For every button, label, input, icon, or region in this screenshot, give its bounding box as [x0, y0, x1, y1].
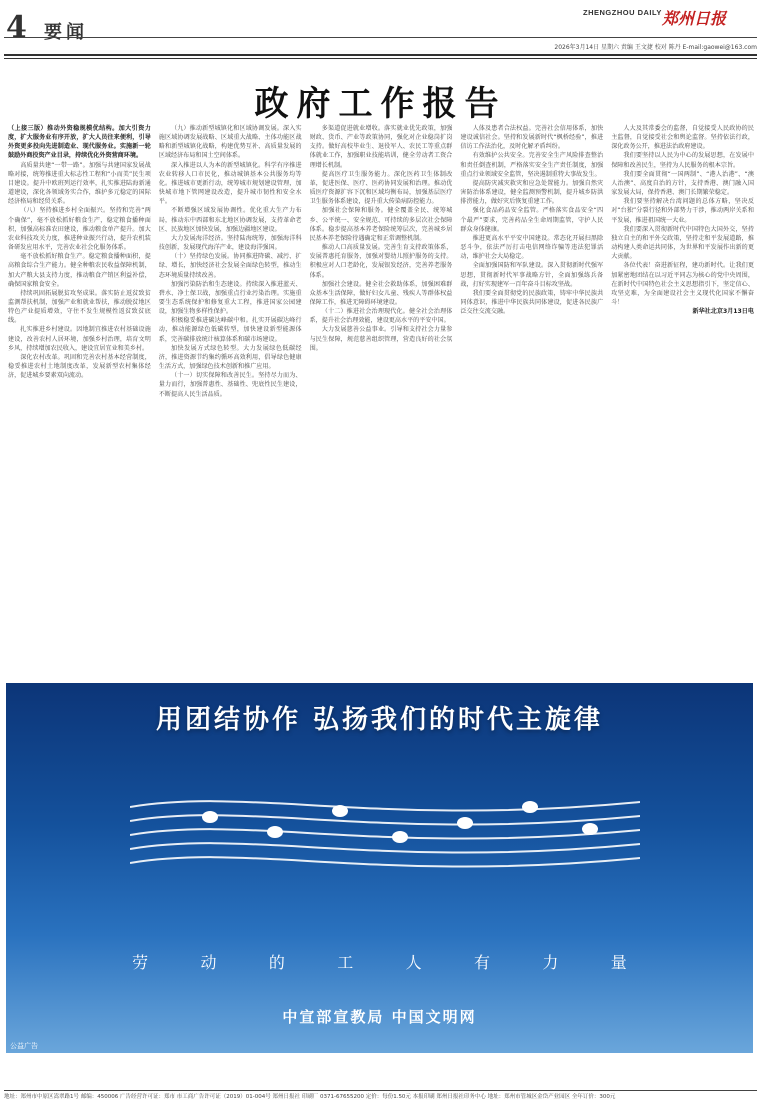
article-paragraph: 人体及患者合法权益。完善社会信用体系，加快建设诚信社会。坚持和发展新时代“枫桥经验”，推进信访工作法治化，及时化解矛盾纠纷。: [460, 125, 604, 151]
article-paragraph: 提高医疗卫生服务能力。深化医药卫生体制改革，促进医保、医疗、医药协同发展和治理。推动优质医疗资源扩容下沉和区域均衡布局，加强基层医疗卫生服务体系建设，提升重大传染病防控能力。: [309, 170, 453, 206]
ad-slogan-letters: [6, 950, 753, 973]
ad-credit: 中宣部宣教局 中国文明网: [282, 1008, 477, 1026]
article-paragraph: 有效维护公共安全。完善安全生产风险排查整治和责任倒查机制，严格落实安全生产责任制度，加强重点行业领域安全监管，坚决遏制重特大事故发生。: [460, 152, 604, 178]
article-headline: 政府工作报告: [254, 84, 507, 124]
article-paragraph: 大力发展海洋经济。坚持陆海统筹，加强海洋科技创新，发展现代海洋产业，建设海洋强国。: [158, 234, 302, 252]
article-paragraph: 多渠道促进就业增收。落实就业优先政策，加强财政、货币、产业等政策协同，强化对企业稳岗扩岗支持。做好高校毕业生、退役军人、农民工等重点群体就业工作，加强职业技能培训，健全劳动者工资合理增长机制。: [309, 125, 453, 169]
slogan-letter: 量: [610, 953, 627, 972]
slogan-letter: 劳: [132, 953, 149, 972]
rule: [4, 58, 757, 59]
ad-headline: 用团结协作 弘扬我们的时代主旋律: [155, 705, 604, 735]
slogan-letter: 动: [200, 953, 217, 972]
article-paragraph: 强化食品药品安全监管。严格落实食品安全“四个最严”要求，完善药品全生命周期监管，守护人民群众身体健康。: [460, 207, 604, 233]
article-column: [611, 124, 754, 676]
article-paragraph: 我们要坚持以人民为中心的发展思想，在发展中保障和改善民生，坚持为人民服务的根本宗旨。: [611, 152, 754, 169]
page-number: 4: [6, 10, 27, 45]
ad-label: 公益广告: [10, 1042, 38, 1050]
article-paragraph: 推动人口高质量发展。完善生育支持政策体系，发展普惠托育服务，加强对婴幼儿照护服务的支持。积极应对人口老龄化，发展银发经济，完善养老服务体系。: [309, 244, 453, 279]
article-paragraph: 我们要全面贯彻“一国两制”、“港人治港”、“澳人治澳”、高度自治的方针，支持香港、澳门融入国家发展大局，保持香港、澳门长期繁荣稳定。: [611, 170, 754, 197]
slogan-letter: 工: [337, 953, 354, 972]
article-paragraph: 我们要全面贯彻党的民族政策，铸牢中华民族共同体意识，推进中华民族共同体建设，促进各民族广泛交往交流交融。: [460, 289, 604, 316]
article-source: 新华社北京3月13日电: [692, 308, 754, 316]
article-column: [8, 124, 151, 676]
article-paragraph: 推进更高水平平安中国建设。常态化开展扫黑除恶斗争，依法严厉打击电信网络诈骗等违法犯罪活动，维护社会大局稳定。: [460, 234, 604, 261]
article-paragraph: 加强污染防治和生态建设。持续深入推进蓝天、碧水、净土保卫战，加强重点行业污染治理。实施重要生态系统保护和修复重大工程，推进国家公园建设，加强生物多样性保护。: [158, 280, 302, 316]
article-paragraph: 扎实推进乡村建设。因地制宜推进农村基础设施建设，改善农村人居环境，加强乡村治理，培育文明乡风，持续增加农民收入，建设宜居宜业和美乡村。: [8, 326, 151, 352]
article-column: [159, 124, 302, 676]
article-paragraph: 持续巩固拓展脱贫攻坚成果。落实防止返贫致贫监测帮扶机制，加强产业和就业帮扶，推动脱贫地区特色产业提质增效，守住不发生规模性返贫致贫底线。: [8, 289, 151, 325]
article-paragraph: （十一）切实保障和改善民生。坚持尽力而为、量力而行，加强普惠性、基础性、兜底性民生建设，不断提高人民生活品质。: [158, 372, 302, 398]
article-paragraph: 加快发展方式绿色转型。大力发展绿色低碳经济，推进资源节约集约循环高效利用，倡导绿色健康生活方式，加强绿色技术创新和推广应用。: [158, 344, 302, 371]
article-paragraph: 不断增强区域发展协调性。优化重大生产力布局，推动东中西部和东北地区协调发展，支持革命老区、民族地区加快发展，加强边疆地区建设。: [158, 207, 302, 233]
article-paragraph: （十二）推进社会治理现代化。健全社会治理体系，提升社会治理效能，建设更高水平的平安中国。: [309, 308, 453, 325]
article-paragraph: （九）推动新型城镇化和区域协调发展。深入实施区域协调发展战略、区域重大战略、主体功能区战略和新型城镇化战略，构建优势互补、高质量发展的区域经济布局和国土空间体系。: [158, 125, 302, 160]
article-paragraph: 加强社会保障和服务。健全覆盖全民、统筹城乡、公平统一、安全规范、可持续的多层次社会保障体系。稳步提高基本养老保险统筹层次，完善城乡居民基本养老保险待遇确定和正常调整机制。: [309, 207, 453, 242]
article-paragraph: 加强社会建设。健全社会救助体系，加强困难群众基本生活保障，做好妇女儿童、残疾人等群体权益保障工作，推进无障碍环境建设。: [309, 280, 453, 306]
article-paragraph: 大力发展慈善公益事业。引导和支持社会力量参与民生保障，规范慈善组织管理，营造良好的社会氛围。: [309, 326, 453, 352]
date-line: [0, 37, 757, 61]
article-paragraph: 高质量共建“一带一路”。加强与共建国家发展战略对接，统筹推进重大标志性工程和“小而美”民生项目建设。提升中欧班列运行效率，扎实推进陆海新通道建设，深化各领域务实合作，维护多元稳定的国际经济格局和经贸关系。: [8, 161, 151, 206]
article-paragraph: 我们要坚持解决台湾问题的总体方略，坚决反对“台独”分裂行径和外部势力干涉，推动两岸关系和平发展，推进祖国统一大业。: [611, 198, 754, 224]
paper-logo: 郑州日报: [662, 9, 727, 28]
slogan-letter: 有: [474, 953, 491, 972]
public-service-ad: [6, 683, 753, 1053]
music-staff-graphic: [130, 777, 640, 887]
article-columns: [8, 124, 754, 676]
article-paragraph: 提高防灾减灾救灾和应急处置能力。加强自然灾害防治体系建设，健全监测预警机制，提升城乡防洪排涝能力，做好灾后恢复重建工作。: [460, 179, 604, 206]
rule: [4, 54, 757, 56]
article-paragraph: 深入推进以人为本的新型城镇化。科学有序推进农业转移人口市民化，推动城镇基本公共服务均等化。推进城市更新行动，统筹城市规划建设管理，加快城市地下管网建设改造，提升城市韧性和安全水平。: [158, 161, 302, 206]
article-paragraph: 全面加强国防和军队建设。深入贯彻新时代强军思想，贯彻新时代军事战略方针，全面加强练兵备战，打好实现建军一百年奋斗目标攻坚战。: [460, 262, 604, 288]
article-paragraph: 积极稳妥推进碳达峰碳中和。扎实开展碳达峰行动，推动能源绿色低碳转型，加快建设新型能源体系，完善碳排放统计核算体系和碳市场建设。: [158, 317, 302, 343]
article-column: [310, 124, 453, 676]
slogan-letter: 的: [268, 953, 285, 972]
page-footer: 地址：郑州市中原区嵩翠路1号 邮编：450006 广告经营许可证：郑市 市工商广告许可证（2019）01-004号 郑州日报社 印刷厂 0371-67655200 定价：每份1.50元 本报印刷 郑州日报社印务中心 地址：郑州市管城区金岱产业园区 全年订价：300元: [4, 1090, 757, 1100]
article-paragraph: 我们要深入贯彻新时代中国特色大国外交，坚持独立自主的和平外交政策，坚持走和平发展道路，推动构建人类命运共同体，为世界和平发展作出新的更大贡献。: [611, 225, 754, 261]
article-column: [460, 124, 603, 676]
section-title: 要闻: [44, 22, 88, 43]
article-paragraph: 毫不放松抓好粮食生产。稳定粮食播种面积，提高粮食综合生产能力。健全种粮农民收益保障机制，加大产粮大县支持力度，推动粮食产销区利益补偿，确保国家粮食安全。: [8, 253, 151, 288]
rule: [4, 37, 757, 38]
slogan-letter: 力: [542, 953, 559, 972]
article-paragraph: （十）坚持绿色发展。协同推进降碳、减污、扩绿、增长，加快经济社会发展全面绿色转型，推动生态环境质量持续改善。: [158, 253, 302, 279]
article-paragraph: 人大及其常委会的监督，自觉接受人民政协的民主监督，自觉接受社会和舆论监督。坚持依法行政，深化政务公开，推进法治政府建设。: [611, 125, 754, 151]
article-paragraph: 各位代表！奋进新征程，建功新时代。让我们更加紧密地团结在以习近平同志为核心的党中央周围，在新时代中国特色社会主义思想指引下，坚定信心、攻坚克难，为全面建设社会主义现代化国家不懈奋斗！: [611, 262, 754, 306]
article-paragraph: （上接三版）推动外资稳规模优结构。加大引资力度，扩大服务业有序开放，扩大人员往来便利，引导外资更多投向先进制造业、现代服务业。实施新一轮鼓励外商投资产业目录，持续优化外资营商环境。: [8, 125, 151, 160]
masthead: [0, 0, 761, 60]
issue-info: 2026年3月14日 星期六 责编 王文捷 校对 陈丹 E-mail:gaowei@163.com: [554, 44, 757, 51]
article-paragraph: （八）坚持推进乡村全面振兴。坚持和完善“两个确保”，毫不放松抓好粮食生产，稳定粮食播种面积，加强高标准农田建设，推动粮食单产提升。加大农业科技攻关力度，推进种业振兴行动，提升农机装备研发应用水平，完善农业社会化服务体系。: [8, 207, 151, 252]
paper-name-en: ZHENGZHOU DAILY: [583, 8, 662, 17]
article-paragraph: 深化农村改革。巩固和完善农村基本经营制度，稳妥推进农村土地制度改革，发展新型农村集体经济，促进城乡要素双向流动。: [8, 353, 151, 380]
slogan-letter: 人: [405, 953, 422, 972]
